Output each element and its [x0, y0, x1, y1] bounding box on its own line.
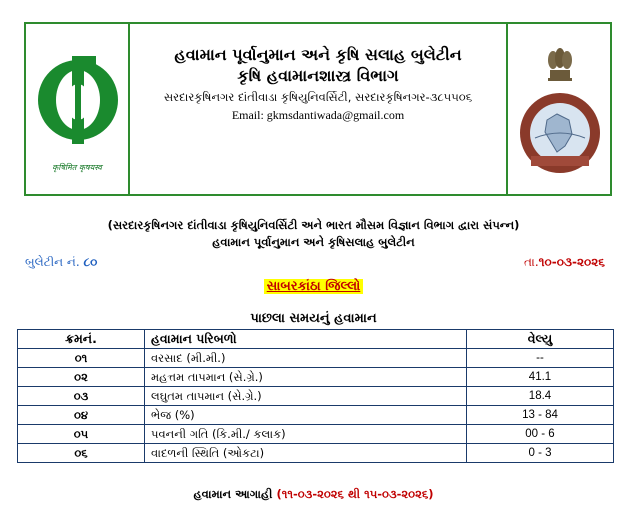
bulletin-date-value: ૧૦-૦૩-૨૦૨૬: [538, 255, 605, 269]
district-heading: [0, 275, 627, 294]
bulletin-header: [24, 22, 612, 196]
bulletin-number-label: બુલેટીન નં.: [25, 255, 80, 269]
bulletin-number: [25, 255, 97, 270]
row-value: 41.1: [467, 368, 614, 387]
forecast-label: હવામાન આગાહી: [193, 487, 273, 501]
collaboration-note: (સરદારકૃષિનગર દાંતીવાડા કૃષિયુનિવર્સિટી અને ભારત મૌસમ વિજ્ઞાન વિભાગ દ્વારા સંપન્ન): [107, 218, 520, 232]
bulletin-date: [524, 255, 605, 270]
row-parameter: લઘુતમ તાપમાન (સે.ગ્રે.): [145, 387, 467, 406]
row-value: 18.4: [467, 387, 614, 406]
row-parameter: પવનની ગતિ (કિ.મી./ કલાક): [145, 425, 467, 444]
bulletin-title: હવામાન પૂર્વાનુમાન અને કૃષિ સલાહ બુલેટીન: [174, 45, 462, 64]
table-header-row: [18, 330, 614, 349]
row-parameter: ભેજ (%): [145, 406, 467, 425]
column-header-no: ક્રમનં.: [18, 330, 145, 349]
forecast-heading: [0, 487, 627, 502]
past-weather-title: પાછલા સમયનું હવામાન: [250, 311, 377, 326]
university-address: સરદારકૃષિનગર દાંતીવાડા કૃષિયુનિવર્સિટી, સરદારકૃષિનગર-૩૮૫૫૦૬: [163, 90, 473, 104]
university-logo-caption: कृषिमित कृषयस्व: [52, 163, 102, 172]
row-parameter: વરસાદ (મી.મી.): [145, 349, 467, 368]
row-number: ૦૫: [18, 425, 145, 444]
row-parameter: મહત્તમ તાપમાન (સે.ગ્રે.): [145, 368, 467, 387]
column-header-parameter: હવામાન પરિબળો: [145, 330, 467, 349]
header-text: [130, 24, 506, 194]
table-row: [18, 368, 614, 387]
row-number: ૦૨: [18, 368, 145, 387]
row-number: ૦૩: [18, 387, 145, 406]
row-number: ૦૪: [18, 406, 145, 425]
bulletin-number-value: ૮૦: [83, 255, 98, 269]
row-value: --: [467, 349, 614, 368]
imd-logo-panel: [506, 24, 610, 194]
row-value: 13 - 84: [467, 406, 614, 425]
table-row: [18, 387, 614, 406]
row-number: ૦૧: [18, 349, 145, 368]
forecast-date-range: (૧૧-૦૩-૨૦૨૬ થી ૧૫-૦૩-૨૦૨૬): [276, 487, 434, 501]
table-row: [18, 406, 614, 425]
column-header-value: વેલ્યુ: [467, 330, 614, 349]
row-number: ૦૬: [18, 444, 145, 463]
contact-email[interactable]: Email: gkmsdantiwada@gmail.com: [231, 108, 405, 122]
table-row: [18, 425, 614, 444]
department-name: કૃષિ હવામાનશાસ્ત્ર વિભાગ: [237, 66, 399, 85]
bulletin-date-label: તા.: [523, 255, 539, 269]
bulletin-subtitle: હવામાન પૂર્વાનુમાન અને કૃષિસલાહ બુલેટીન: [212, 235, 415, 249]
imd-logo: [517, 90, 603, 176]
row-value: 00 - 6: [467, 425, 614, 444]
university-logo-panel: [26, 24, 130, 194]
university-logo: [28, 28, 128, 163]
past-weather-table: [17, 329, 614, 463]
emblem-icon: [540, 44, 580, 84]
row-value: 0 - 3: [467, 444, 614, 463]
table-row: [18, 349, 614, 368]
district-name: સાબરકાંઠા જિલ્લો: [264, 279, 364, 294]
row-parameter: વાદળની સ્થિતિ (ઓકટા): [145, 444, 467, 463]
table-row: [18, 444, 614, 463]
